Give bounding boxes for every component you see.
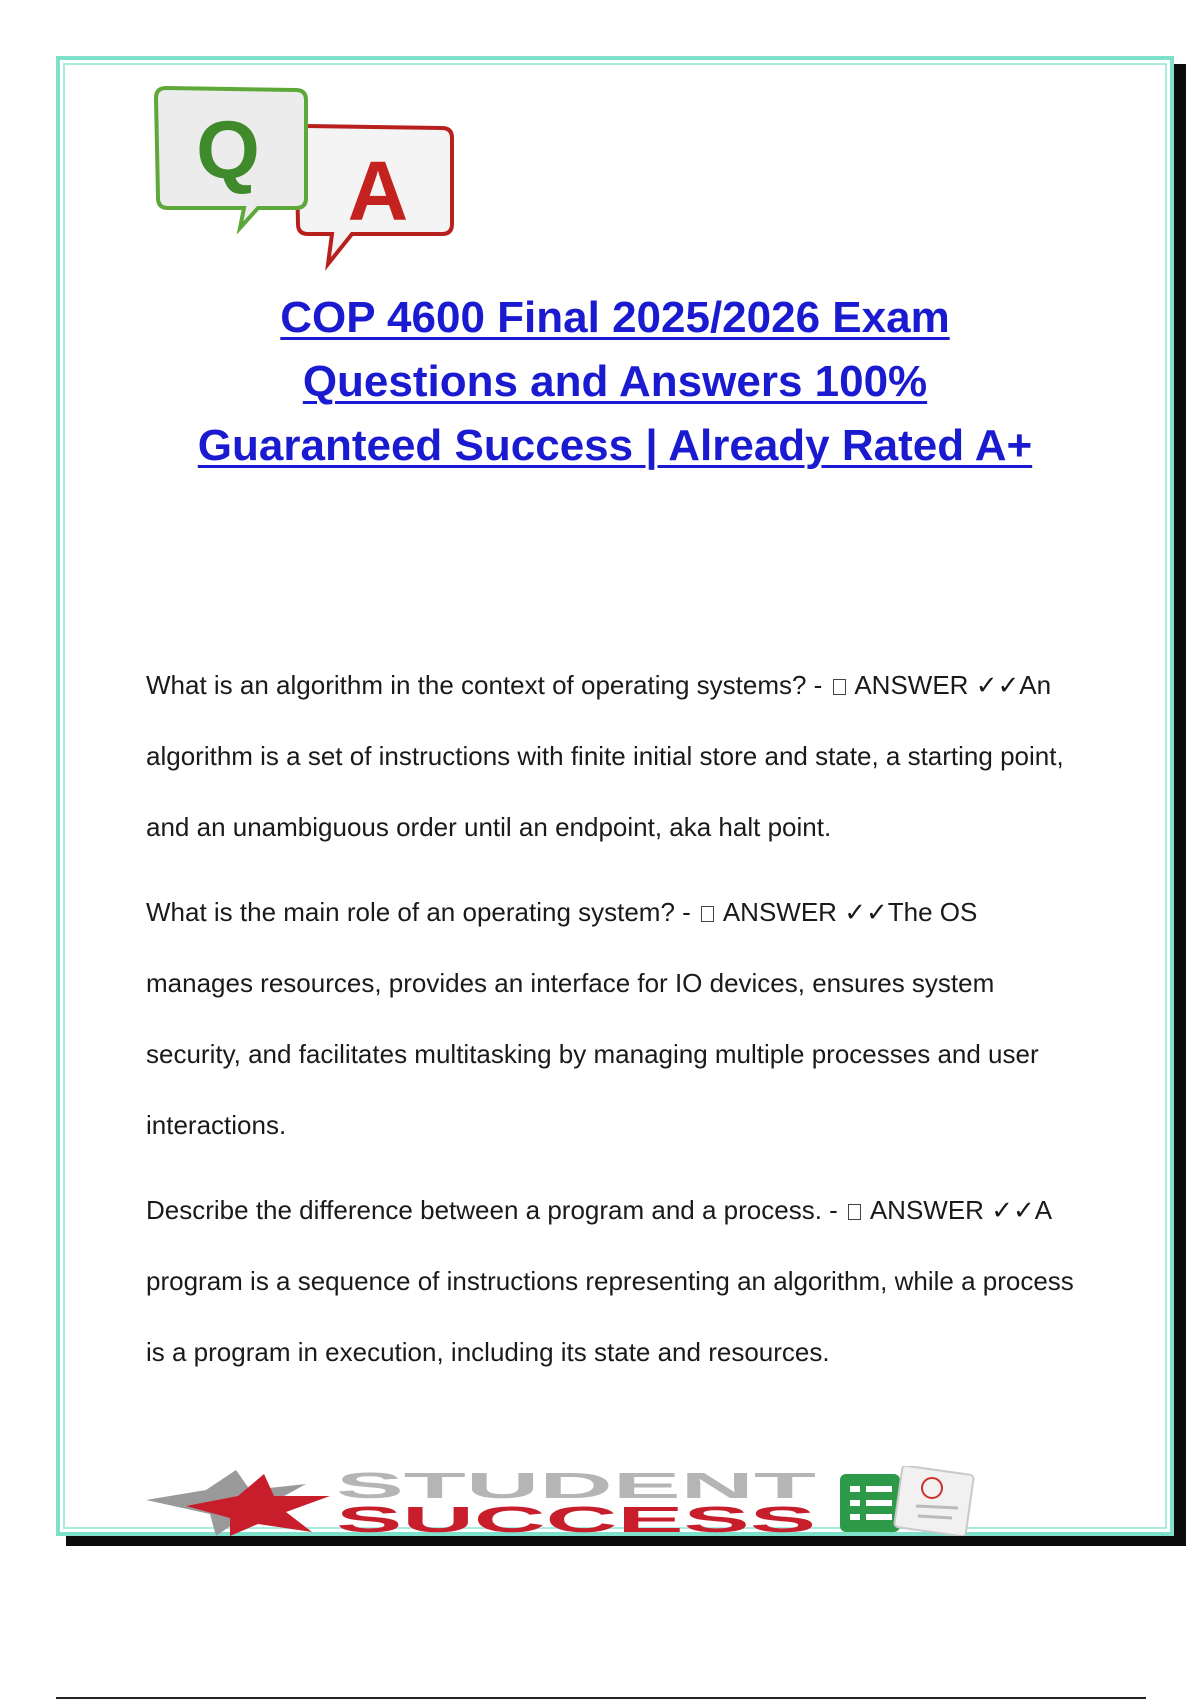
title-line-3[interactable]: Guaranteed Success | Already Rated A+ [197, 421, 1033, 470]
question-text: Describe the difference between a program and a process. - [146, 1195, 846, 1225]
answer-text: The OS manages resources, provides an interface for IO devices, ensures system security, and facilitates multitasking by managing multiple processes and user interactions. [146, 897, 1039, 1140]
red-star-icon [186, 1474, 330, 1536]
document-title[interactable] [110, 286, 1120, 478]
title-line-1[interactable]: COP 4600 Final 2025/2026 Exam [280, 293, 950, 342]
check-marks: ✓✓ [975, 670, 1020, 700]
qa-list [146, 650, 1086, 1402]
qa-item [146, 650, 1086, 863]
student-success-logo [146, 1466, 1066, 1536]
logo-success: SUCCESS [336, 1499, 816, 1536]
a-letter: A [347, 144, 409, 238]
answer-label: ANSWER [722, 897, 837, 927]
answer-label: ANSWER [854, 670, 969, 700]
qa-logo [146, 86, 486, 286]
logo-student: STUDENT [336, 1466, 817, 1506]
answer-box-icon [833, 679, 846, 695]
bottom-rule [56, 1697, 1146, 1699]
check-marks: ✓✓ [844, 897, 888, 927]
qa-item [146, 1175, 1086, 1388]
answer-text: An algorithm is a set of instructions with finite initial store and state, a starting point, and an unambiguous order until an endpoint, aka halt point. [146, 670, 1064, 842]
graded-paper-icon [894, 1466, 974, 1536]
qa-item [146, 877, 1086, 1161]
check-marks: ✓✓ [991, 1195, 1035, 1225]
title-line-2[interactable]: Questions and Answers 100% [302, 357, 928, 406]
q-letter: Q [196, 105, 260, 196]
answer-label: ANSWER [869, 1195, 984, 1225]
question-text: What is the main role of an operating system? - [146, 897, 699, 927]
answer-text: A program is a sequence of instructions representing an algorithm, while a process is a program in execution, including its state and resources. [146, 1195, 1074, 1367]
question-text: What is an algorithm in the context of operating systems? - [146, 670, 830, 700]
answer-box-icon [701, 906, 714, 922]
answer-box-icon [848, 1204, 861, 1220]
